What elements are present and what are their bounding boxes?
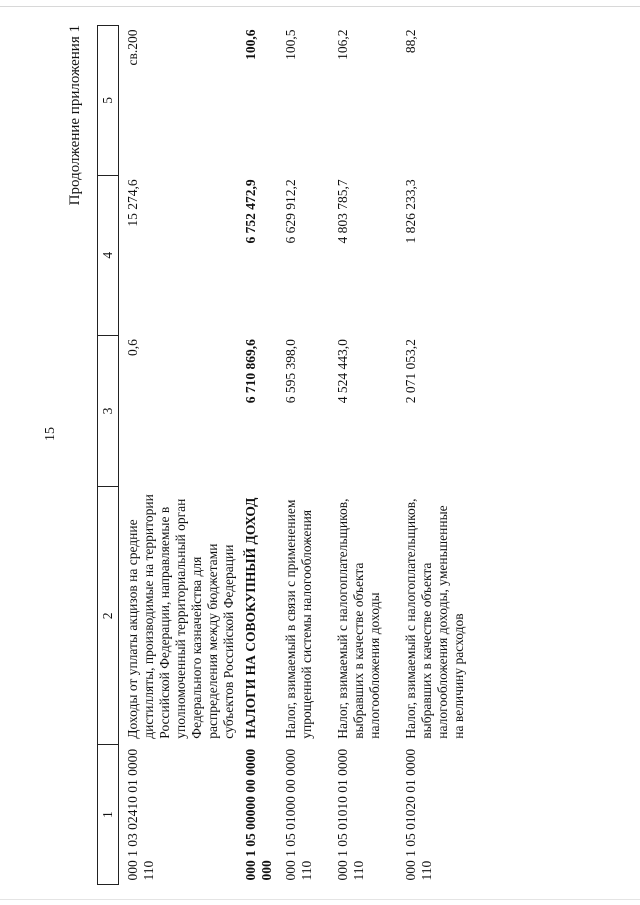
row-col3: 6 595 398,0 [283,339,298,404]
row-col5: 100,6 [243,29,258,60]
row-name: Налог, взимаемый с налогоплательщиков, выбравших в качестве объекта налогообложения доходы, уменьшенные на величину расходов [403,498,466,739]
row-code: 000 1 05 01000 00 0000 110 [283,748,314,881]
page-number: 15 [43,427,58,441]
row-col5: 106,2 [335,29,350,60]
row-col5: 88,2 [403,29,418,54]
row-code: 000 1 05 01020 01 0000 110 [403,748,434,881]
column-header-5: 5 [98,26,119,176]
table-row [329,26,397,885]
row-col4: 15 274,6 [125,179,140,227]
row-col3: 2 071 053,2 [403,339,418,404]
row-code: 000 1 03 02410 01 0000 110 [125,748,156,881]
row-name: Налог, взимаемый с налогоплательщиков, выбравших в качестве объекта налогообложения доходы [335,498,382,739]
row-name: Доходы от уплаты акцизов на средние дистилляты, производимые на территории Российской Федерации, направляемые в уполномоченный территориальный орган Федерального казначейства для распределения между бюджетами субъектов Российской Федерации [125,494,236,739]
scan-edge-bottom [0,899,640,900]
row-col5: св.200 [125,29,140,66]
table-row [119,26,238,885]
row-col3: 0,6 [125,339,140,356]
table-row [277,26,329,885]
row-name: Налог, взимаемый в связи с применением упрощенной системы налогообложения [283,499,314,739]
column-header-4: 4 [98,175,119,335]
column-header-2: 2 [98,487,119,745]
row-col4: 1 826 233,3 [403,179,418,244]
rotated-page-content [20,25,620,885]
row-col4: 6 752 472,9 [243,179,258,244]
row-col4: 6 629 912,2 [283,179,298,244]
continuation-label: Продолжение приложения 1 [67,25,83,206]
row-col3: 6 710 869,6 [243,339,258,404]
scan-edge-top [0,6,640,7]
column-header-1: 1 [98,745,119,885]
row-name: НАЛОГИ НА СОВОКУПНЫЙ ДОХОД [243,497,258,739]
row-code: 000 1 05 00000 00 0000 000 [243,748,274,881]
row-col4: 4 803 785,7 [335,179,350,244]
row-code: 000 1 05 01010 01 0000 110 [335,748,366,881]
revenue-table [97,25,481,885]
table-header-row [98,26,119,885]
column-header-3: 3 [98,335,119,487]
table-row [397,26,481,885]
row-col3: 4 524 443,0 [335,339,350,404]
table-row [237,26,277,885]
row-col5: 100,5 [283,29,298,60]
